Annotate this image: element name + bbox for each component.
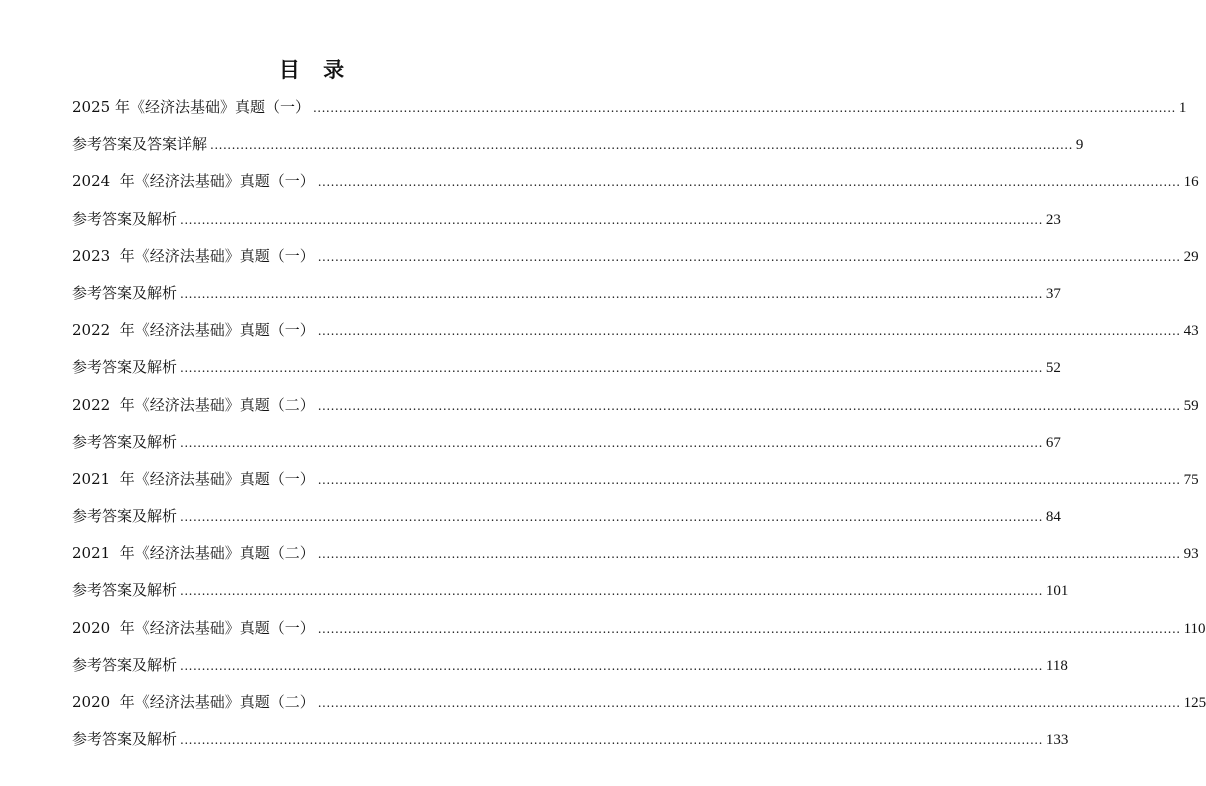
toc-entry[interactable] [72, 726, 1069, 763]
toc-dot-leader: ........................................................................................................................................................................................................ [180, 286, 1043, 301]
toc-entry-title: 2022 年《经济法基础》真题（一） [72, 321, 315, 340]
toc-entry[interactable] [72, 503, 1061, 540]
toc-dot-leader: ........................................................................................................................................................................................................ [317, 398, 1181, 413]
toc-dot-leader: ........................................................................................................................................................................................................ [317, 324, 1181, 339]
toc-title: 目 录 [278, 57, 353, 82]
toc-entry-page-number: 52 [1045, 360, 1061, 377]
toc-dot-leader: ........................................................................................................................................................................................................ [317, 472, 1181, 487]
toc-entry-title: 参考答案及解析 [72, 432, 178, 451]
toc-dot-leader: ........................................................................................................................................................................................................ [317, 696, 1181, 710]
toc-entry[interactable] [72, 689, 1206, 726]
toc-dot-leader: ........................................................................................................................................................................................................ [180, 733, 1043, 748]
toc-entry-page-number: 43 [1183, 323, 1199, 340]
toc-entry-page-number: 9 [1075, 137, 1084, 154]
toc-dot-leader: ........................................................................................................................................................................................................ [180, 584, 1043, 599]
toc-entry[interactable] [72, 317, 1199, 354]
toc-entry[interactable] [72, 206, 1061, 243]
toc-entry[interactable] [72, 131, 1084, 168]
toc-dot-leader: ........................................................................................................................................................................................................ [317, 249, 1181, 264]
toc-entry-title: 2021 年《经济法基础》真题（一） [72, 469, 315, 488]
toc-entry[interactable] [72, 577, 1069, 614]
toc-entry-page-number: 37 [1045, 285, 1061, 302]
toc-entry-title: 参考答案及解析 [72, 507, 178, 526]
toc-entry-page-number: 110 [1183, 620, 1206, 637]
toc-entry[interactable] [72, 94, 1187, 131]
toc-entry-title: 参考答案及解析 [72, 655, 178, 674]
toc-entry[interactable] [72, 354, 1061, 391]
toc-entry-title: 2020 年《经济法基础》真题（一） [72, 618, 315, 637]
toc-entry-title: 参考答案及解析 [72, 358, 178, 377]
toc-dot-leader: ........................................................................................................................................................................................................ [317, 547, 1181, 562]
toc-entry-title: 2021 年《经济法基础》真题（二） [72, 544, 315, 563]
toc-entry-page-number: 1 [1178, 100, 1187, 116]
toc-entry-title: 2024 年《经济法基础》真题（一） [72, 172, 315, 191]
toc-entry-title: 2022 年《经济法基础》真题（二） [72, 395, 315, 414]
toc-entry-page-number: 125 [1183, 695, 1206, 711]
toc-dot-leader: ........................................................................................................................................................................................................ [180, 435, 1043, 450]
toc-entry-page-number: 133 [1045, 732, 1069, 749]
toc-entry[interactable] [72, 392, 1199, 429]
toc-entry-page-number: 16 [1183, 174, 1199, 191]
toc-entry[interactable] [72, 466, 1199, 503]
toc-entry-title: 参考答案及解析 [72, 283, 178, 302]
toc-list [72, 94, 1206, 763]
toc-entry-title: 参考答案及解析 [72, 730, 178, 749]
toc-entry-page-number: 23 [1045, 211, 1061, 228]
toc-entry-page-number: 29 [1183, 248, 1199, 265]
toc-entry[interactable] [72, 540, 1199, 577]
toc-entry[interactable] [72, 652, 1068, 689]
toc-dot-leader: ........................................................................................................................................................................................................ [312, 101, 1176, 115]
toc-entry-title: 参考答案及答案详解 [72, 135, 208, 154]
toc-dot-leader: ........................................................................................................................................................................................................ [317, 175, 1181, 190]
toc-entry[interactable] [72, 243, 1199, 280]
toc-entry-title: 参考答案及解析 [72, 581, 178, 600]
toc-dot-leader: ........................................................................................................................................................................................................ [180, 658, 1043, 673]
toc-entry-page-number: 59 [1183, 397, 1199, 414]
toc-dot-leader: ........................................................................................................................................................................................................ [210, 138, 1073, 153]
toc-dot-leader: ........................................................................................................................................................................................................ [180, 510, 1043, 525]
toc-entry-title: 参考答案及解析 [72, 209, 178, 228]
toc-entry-title: 2020 年《经济法基础》真题（二） [72, 693, 315, 711]
toc-entry[interactable] [72, 280, 1061, 317]
toc-dot-leader: ........................................................................................................................................................................................................ [317, 621, 1181, 636]
toc-entry-page-number: 75 [1183, 471, 1199, 488]
toc-dot-leader: ........................................................................................................................................................................................................ [180, 212, 1043, 227]
toc-entry[interactable] [72, 429, 1061, 466]
toc-entry-page-number: 84 [1045, 509, 1061, 526]
toc-entry[interactable] [72, 168, 1199, 205]
toc-entry-page-number: 93 [1183, 546, 1199, 563]
toc-entry-title: 2023 年《经济法基础》真题（一） [72, 246, 315, 265]
toc-entry-title: 2025 年《经济法基础》真题（一） [72, 98, 310, 116]
toc-entry-page-number: 101 [1045, 583, 1069, 600]
toc-entry-page-number: 67 [1045, 434, 1061, 451]
toc-entry-page-number: 118 [1045, 657, 1068, 674]
toc-entry[interactable] [72, 615, 1206, 652]
toc-dot-leader: ........................................................................................................................................................................................................ [180, 361, 1043, 376]
